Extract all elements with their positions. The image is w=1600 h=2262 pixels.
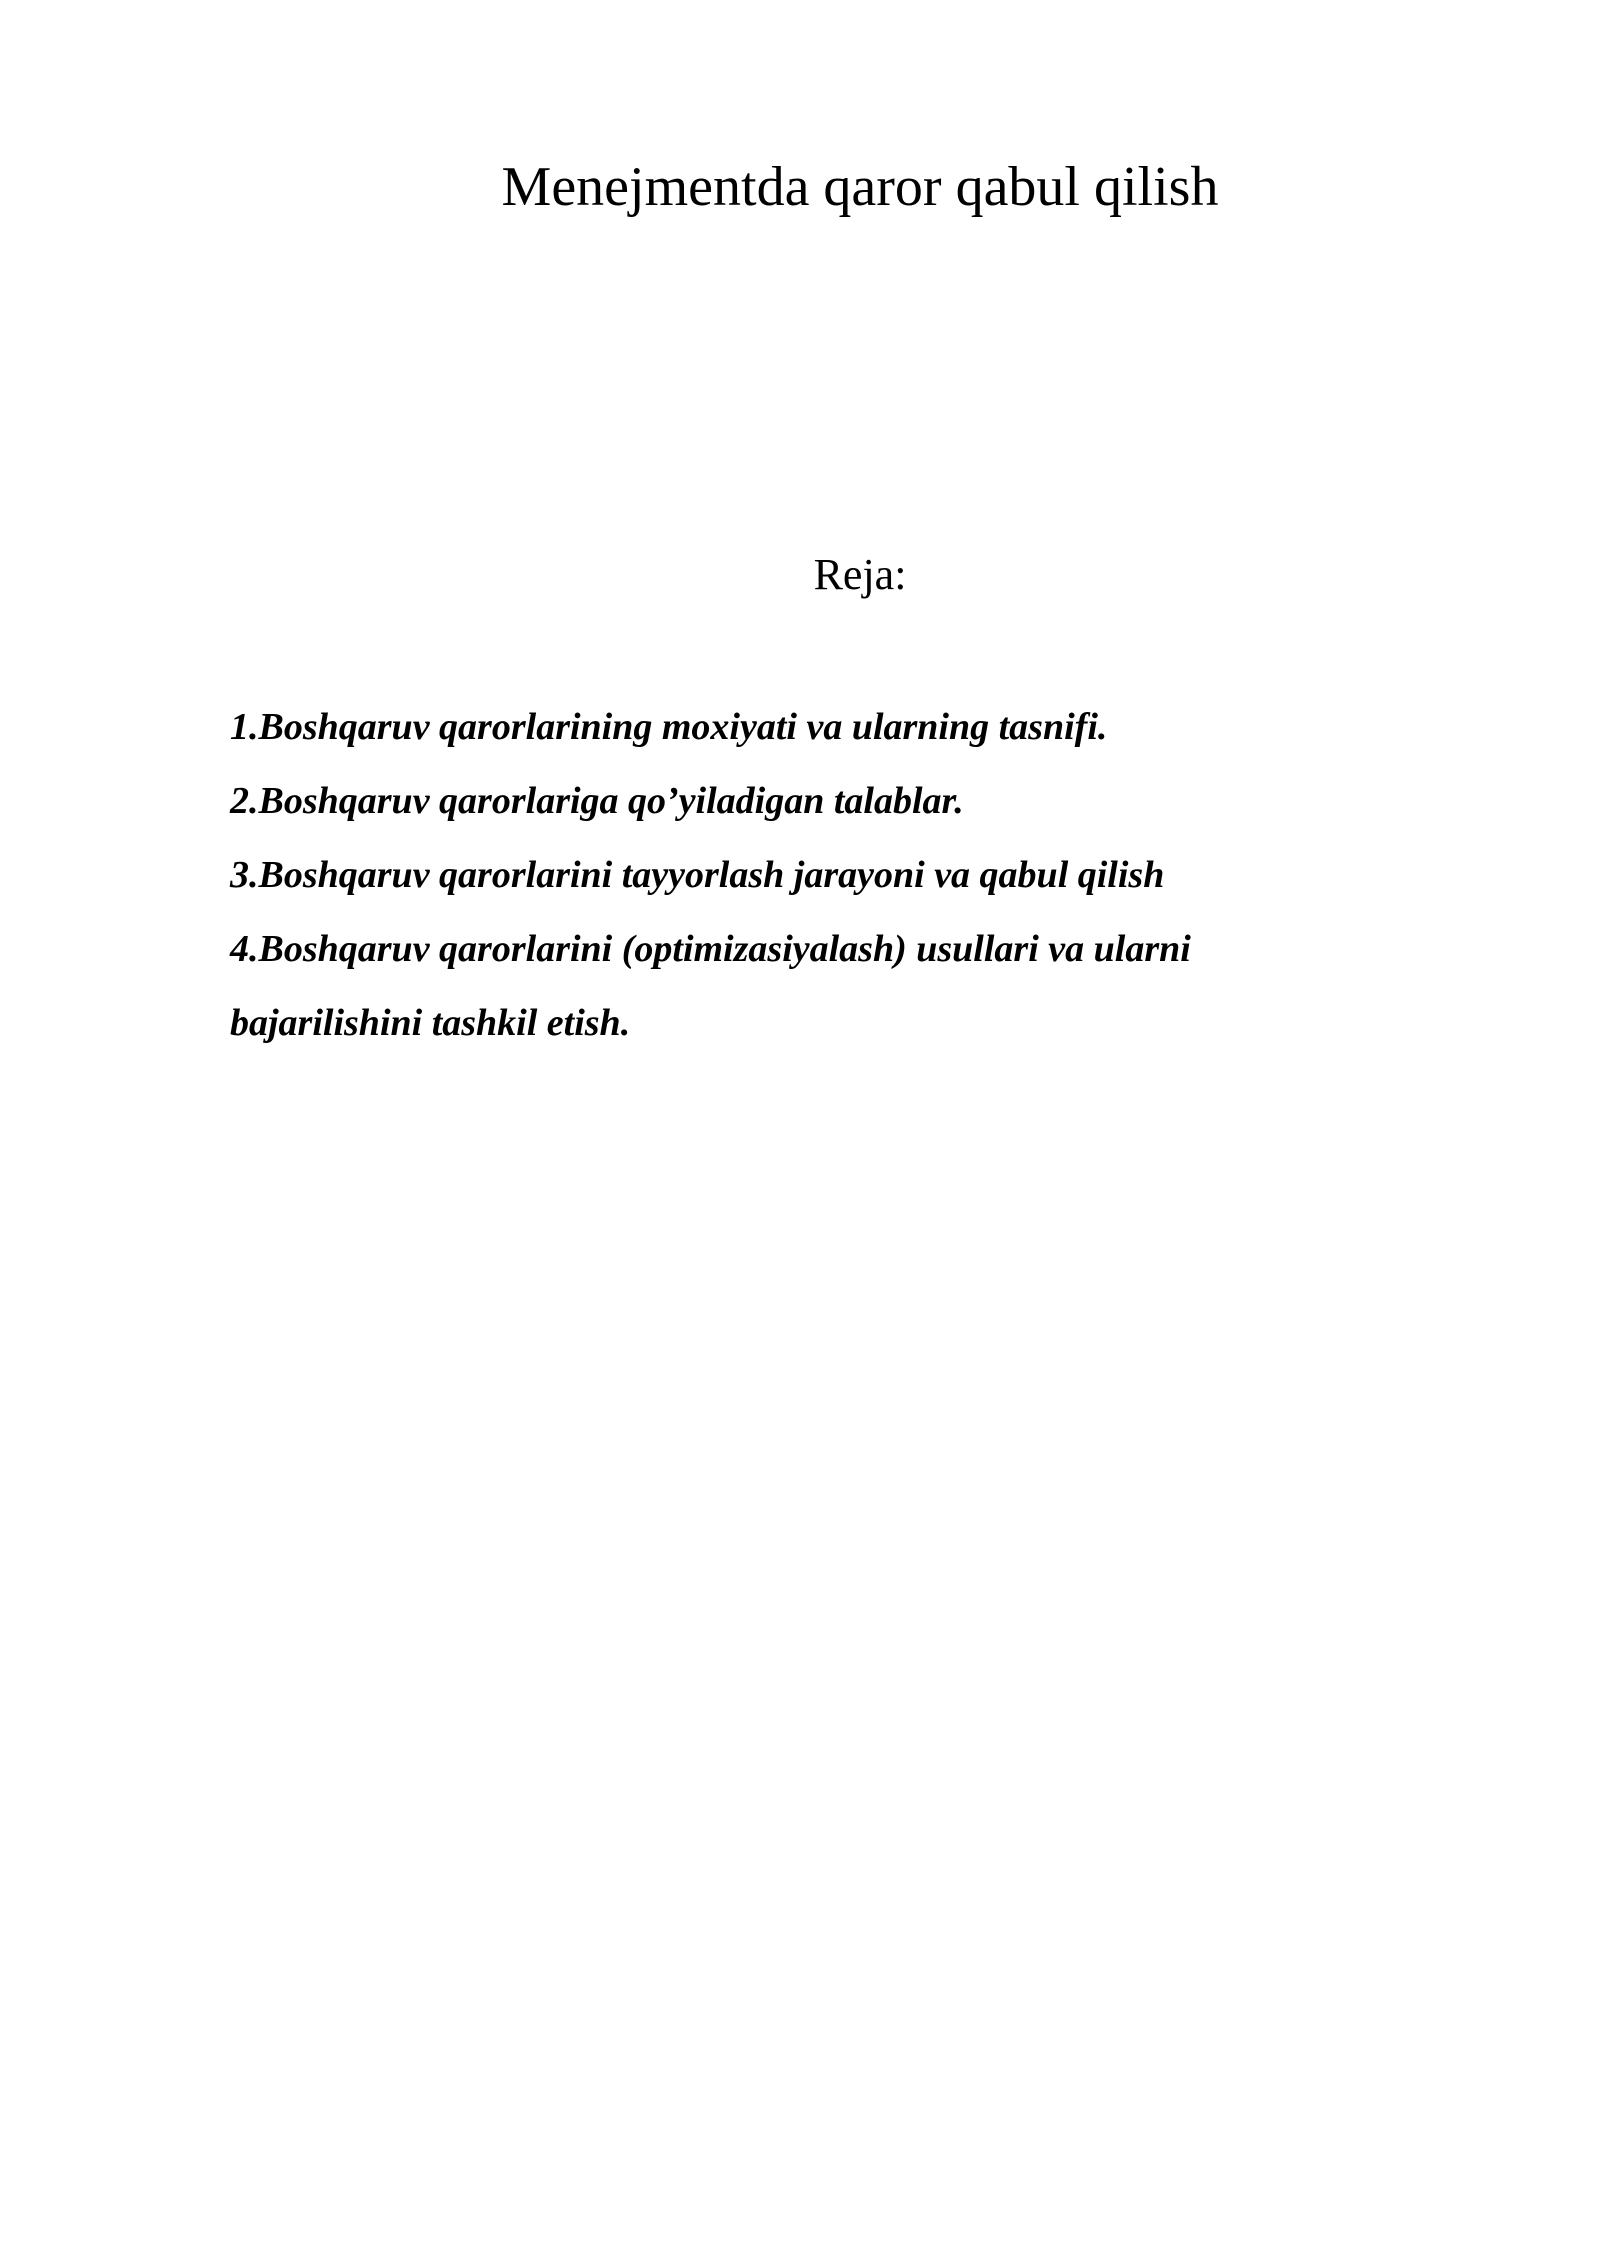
plan-item: 4.Boshqaruv qarorlarini (optimizasiyalash) usullari va ularni bajarilishini tashkil etish. (230, 928, 1191, 1044)
document-title: Menejmentda qaror qabul qilish (501, 156, 1219, 218)
plan-list (230, 690, 1390, 1060)
plan-item: 1.Boshqaruv qarorlarining moxiyati va ularning tasnifi. (230, 706, 1108, 748)
plan-heading: Reja: (813, 550, 907, 599)
plan-item: 3.Boshqaruv qarorlarini tayyorlash jarayoni va qabul qilish (230, 854, 1165, 896)
plan-item: 2.Boshqaruv qarorlariga qo’yiladigan talablar. (230, 780, 964, 822)
